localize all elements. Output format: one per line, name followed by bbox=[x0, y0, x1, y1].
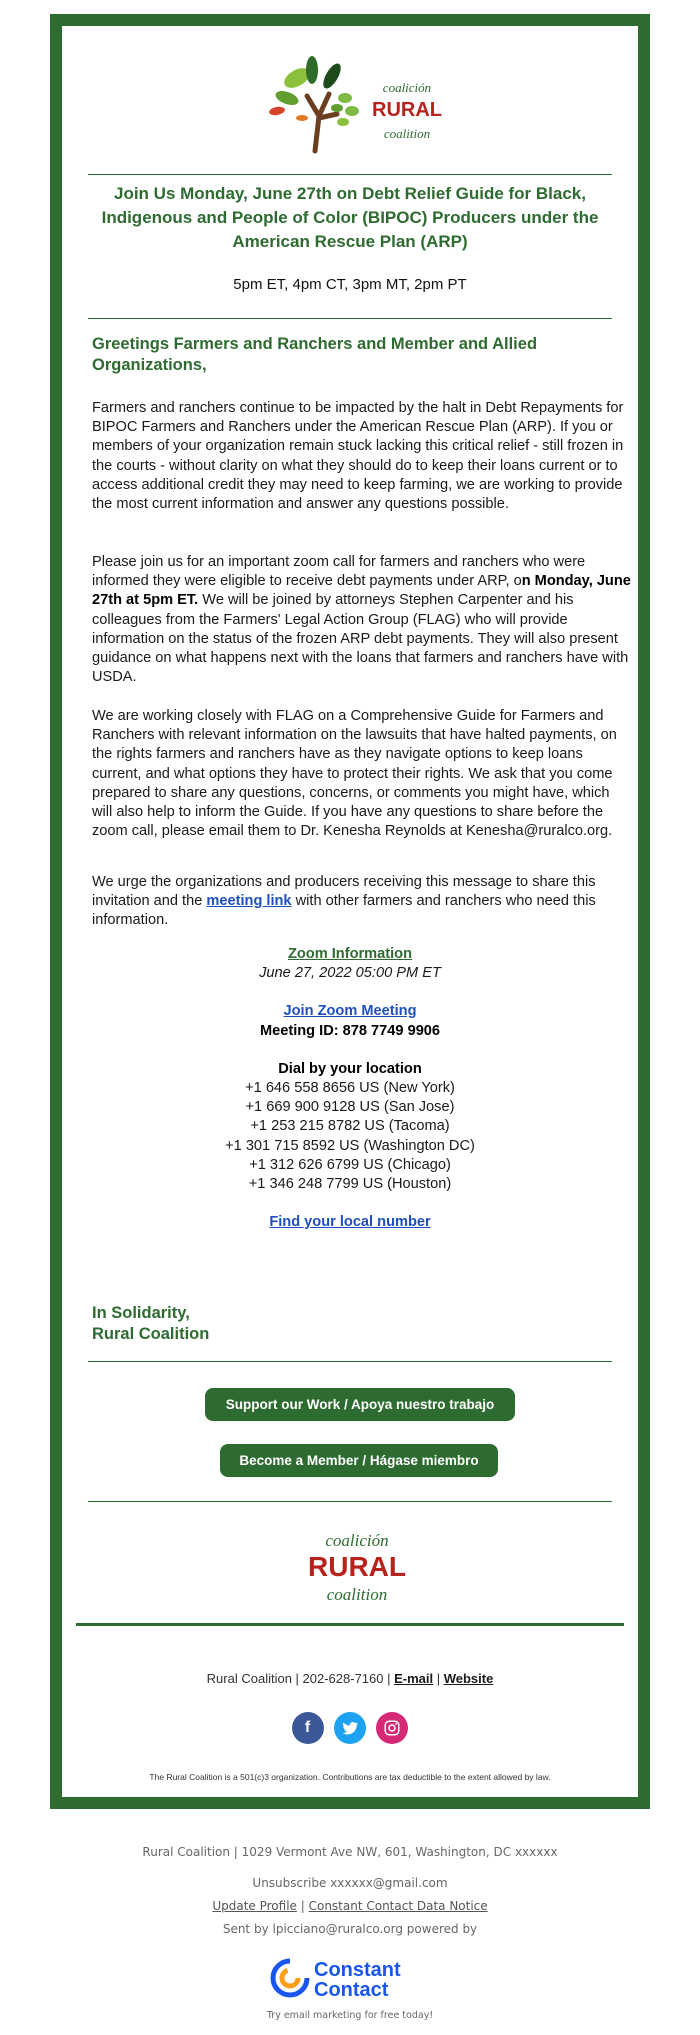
sent-by: Sent by lpicciano@ruralco.org powered by bbox=[222, 1922, 478, 1936]
rural-coalition-logo bbox=[257, 56, 457, 154]
event-times: 5pm ET, 4pm CT, 3pm MT, 2pm PT bbox=[233, 276, 467, 293]
logo-line2: RURAL bbox=[372, 99, 442, 121]
contact-org: Rural Coalition | 202-628-7160 | bbox=[206, 1671, 395, 1686]
divider bbox=[88, 1361, 612, 1362]
social-links bbox=[62, 1712, 638, 1744]
dial-number: +1 312 626 6799 US (Chicago) bbox=[249, 1156, 451, 1173]
rural-coalition-logo-text bbox=[297, 1526, 417, 1606]
greeting: Greetings Farmers and Ranchers and Member and Allied Organizations, bbox=[92, 335, 538, 374]
paragraph-2-a: Please join us for an important zoom call for farmers and ranchers who were informed they were eligible to receive debt payments under ARP, o bbox=[92, 554, 586, 590]
update-profile-link[interactable]: Update Profile bbox=[212, 1899, 297, 1913]
divider bbox=[88, 318, 612, 319]
paragraph-4-b: with other farmers and ranchers who need this information. bbox=[92, 893, 596, 929]
divider bbox=[88, 174, 612, 175]
dial-number: +1 253 215 8782 US (Tacoma) bbox=[250, 1118, 450, 1135]
dial-number: +1 301 715 8592 US (Washington DC) bbox=[225, 1137, 475, 1154]
logo-bottom-line2: RURAL bbox=[308, 1551, 406, 1582]
footer-sep: | bbox=[296, 1899, 309, 1913]
cc-line2: Contact bbox=[314, 1979, 389, 2001]
dial-number: +1 669 900 9128 US (San Jose) bbox=[245, 1099, 455, 1116]
paragraph-2-b: We will be joined by attorneys Stephen Carpenter and his colleagues from the Farmers' Legal Action Group (FLAG) who will provide information on the status of the frozen ARP debt payments. They will also present guidance on what happens next with the loans that farmers and ranchers have with USDA. bbox=[92, 592, 629, 686]
paragraph-2-bold: n Monday, June 27th at 5pm ET. bbox=[92, 573, 631, 609]
dial-number: +1 346 248 7799 US (Houston) bbox=[248, 1176, 452, 1193]
divider bbox=[88, 1501, 612, 1502]
signoff bbox=[92, 1303, 209, 1345]
email-link[interactable]: E-mail bbox=[394, 1671, 434, 1686]
website-link[interactable]: Website bbox=[443, 1671, 494, 1686]
paragraph-1: Farmers and ranchers continue to be impacted by the halt in Debt Repayments for BIPOC Farmers and Ranchers under the American Rescue Plan (ARP). If you or members of your organization remain stuck lacking this critical relief - still frozen in the courts - without clarity on what they should do to keep their loans current or to access additional credit they may need to keep farming, we are working to provide the most current information and answer any questions possible. bbox=[92, 400, 624, 513]
paragraph-4 bbox=[92, 873, 632, 931]
dial-number: +1 646 558 8656 US (New York) bbox=[245, 1080, 455, 1097]
cc-tagline[interactable]: Try email marketing for free today! bbox=[266, 2010, 434, 2021]
facebook-icon[interactable]: f bbox=[292, 1712, 324, 1744]
dial-title: Dial by your location bbox=[278, 1060, 422, 1077]
join-zoom-link[interactable]: Join Zoom Meeting bbox=[283, 1003, 417, 1020]
twitter-icon[interactable] bbox=[334, 1712, 366, 1744]
email-frame bbox=[50, 14, 650, 1809]
constant-contact-logo[interactable] bbox=[270, 1956, 440, 2006]
logo-line3: coalition bbox=[383, 126, 431, 141]
footer-links bbox=[0, 1899, 700, 1913]
zoom-title: Zoom Information bbox=[287, 946, 413, 962]
logo-bottom-line3: coalition bbox=[326, 1585, 388, 1604]
signoff-line1: In Solidarity, bbox=[92, 1304, 190, 1322]
logo-bottom-line1: coalición bbox=[325, 1531, 389, 1550]
find-local-number-link[interactable]: Find your local number bbox=[269, 1214, 431, 1231]
contact-line bbox=[88, 1671, 612, 1686]
cc-line1: Constant bbox=[314, 1959, 401, 1981]
footer-divider bbox=[76, 1623, 624, 1626]
paragraph-4-a: We urge the organizations and producers receiving this message to share this invitation and the bbox=[92, 874, 596, 910]
paragraph-2 bbox=[92, 553, 632, 687]
constant-contact-icon bbox=[273, 1961, 307, 1995]
contact-sep: | bbox=[433, 1671, 444, 1686]
email-body bbox=[62, 26, 638, 1797]
paragraph-3: We are working closely with FLAG on a Comprehensive Guide for Farmers and Ranchers with relevant information on the lawsuits that have halted payments, on the rights farmers and ranchers have as they navigate options to keep loans current, and what options they have to protect their rights. We ask that you come prepared to share any questions, concerns, or comments you might have, which will also help to inform the Guide. If you have any questions to share before the zoom call, please email them to Dr. Kenesha Reynolds at Kenesha@ruralco.org. bbox=[92, 708, 617, 840]
zoom-info bbox=[88, 945, 612, 1232]
tree-icon bbox=[268, 56, 359, 151]
legal-note: The Rural Coalition is a 501(c)3 organization. Contributions are tax deductible to the extent allowed by law. bbox=[149, 1772, 551, 1782]
support-button[interactable]: Support our Work / Apoya nuestro trabajo bbox=[205, 1388, 515, 1421]
event-headline: Join Us Monday, June 27th on Debt Relief Guide for Black, Indigenous and People of Color (BIPOC) Producers under the American Rescue Plan (ARP) bbox=[101, 184, 599, 251]
member-button[interactable]: Become a Member / Hágase miembro bbox=[220, 1444, 498, 1477]
signoff-line2: Rural Coalition bbox=[92, 1325, 210, 1343]
meeting-id: Meeting ID: 878 7749 9906 bbox=[259, 1022, 441, 1039]
logo-line1: coalición bbox=[382, 80, 432, 95]
zoom-date: June 27, 2022 05:00 PM ET bbox=[259, 965, 441, 982]
unsubscribe-link[interactable]: Unsubscribe xxxxxx@gmail.com bbox=[252, 1876, 448, 1890]
footer-address: Rural Coalition | 1029 Vermont Ave NW, 601, Washington, DC xxxxxx bbox=[142, 1845, 558, 1859]
data-notice-link[interactable]: Constant Contact Data Notice bbox=[308, 1899, 488, 1913]
instagram-icon[interactable] bbox=[376, 1712, 408, 1744]
meeting-link[interactable]: meeting link bbox=[206, 893, 292, 910]
